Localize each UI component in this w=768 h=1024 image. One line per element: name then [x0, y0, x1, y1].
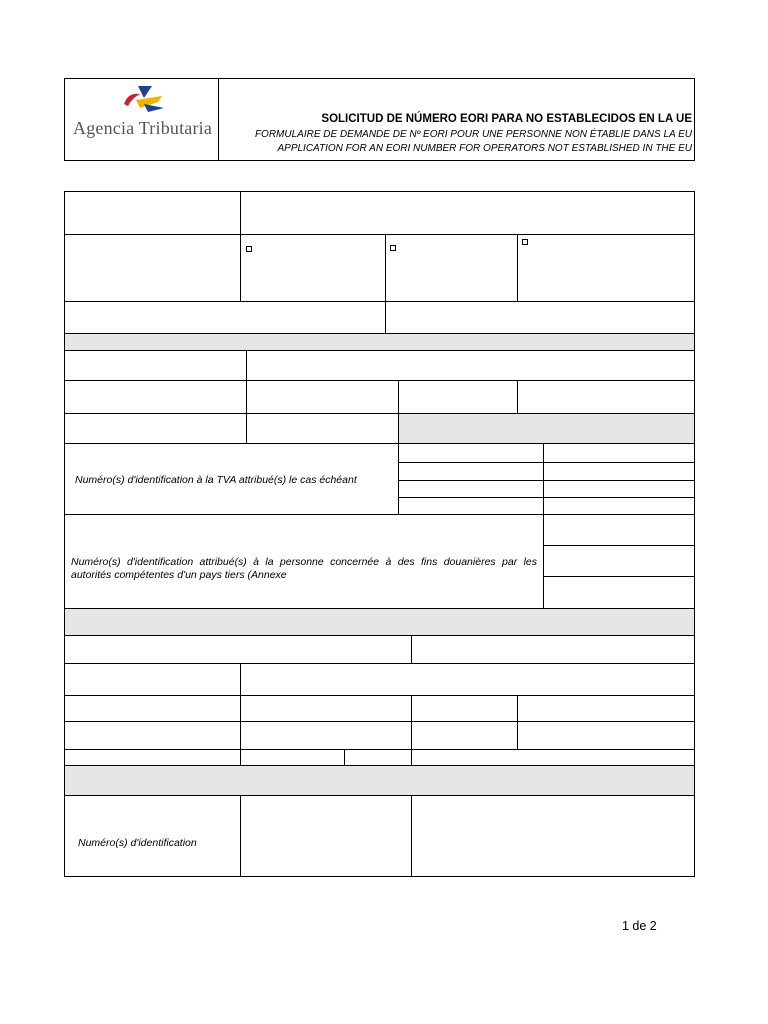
- header-divider: [218, 78, 219, 161]
- option-cell-2[interactable]: [385, 234, 518, 302]
- field-label-cell: [64, 663, 241, 696]
- field-label-cell: [64, 191, 241, 235]
- vat-country-cell[interactable]: [398, 443, 544, 463]
- field-input-cell[interactable]: [246, 350, 695, 381]
- field-input-cell[interactable]: [517, 695, 695, 722]
- field-input-cell[interactable]: [240, 721, 412, 750]
- field-input-cell[interactable]: [411, 749, 695, 766]
- option-cell-1[interactable]: [240, 234, 386, 302]
- identification-label: Numéro(s) d'identification: [78, 837, 197, 849]
- form-title-en: APPLICATION FOR AN EORI NUMBER FOR OPERATORS NOT ESTABLISHED IN THE EU: [277, 143, 692, 154]
- identification-label-cell: [64, 795, 241, 877]
- field-label-cell: [64, 721, 241, 750]
- option-checkbox-3[interactable]: [522, 239, 528, 245]
- customs-label: Numéro(s) d'identification attribué(s) à la personne concernée à des fins douanières par les autorités compétentes d'un pays tiers (Annexe: [71, 556, 537, 581]
- field-input-cell[interactable]: [411, 635, 695, 664]
- option-cell-3[interactable]: [517, 234, 695, 302]
- field-input-cell[interactable]: [517, 721, 695, 750]
- option-checkbox-1[interactable]: [246, 246, 252, 252]
- vat-number-cell[interactable]: [543, 497, 695, 515]
- shaded-header-cell: [398, 413, 695, 444]
- field-label-cell: [64, 413, 247, 444]
- customs-label-cell: [64, 514, 544, 609]
- logo-text: Agencia Tributaria: [73, 118, 213, 138]
- option-checkbox-2[interactable]: [390, 245, 396, 251]
- field-input-cell[interactable]: [344, 749, 412, 766]
- customs-id-cell[interactable]: [543, 545, 695, 577]
- field-label-cell: [398, 380, 518, 414]
- field-input-cell[interactable]: [240, 695, 412, 722]
- field-label-cell: [411, 695, 518, 722]
- field-input-cell[interactable]: [240, 749, 345, 766]
- vat-country-cell[interactable]: [398, 462, 544, 481]
- vat-number-cell[interactable]: [543, 480, 695, 498]
- field-input-cell[interactable]: [64, 635, 412, 664]
- agencia-tributaria-logo-icon: [118, 82, 166, 116]
- vat-label: Numéro(s) d'identification à la TVA attribué(s) le cas échéant: [75, 474, 357, 486]
- field-label-cell: [64, 695, 241, 722]
- vat-country-cell[interactable]: [398, 480, 544, 498]
- field-label-cell: [64, 749, 241, 766]
- vat-number-cell[interactable]: [543, 462, 695, 481]
- page-number: 1 de 2: [622, 919, 657, 933]
- field-label-cell: [411, 721, 518, 750]
- field-input-cell[interactable]: [517, 380, 695, 414]
- field-input-cell[interactable]: [385, 301, 695, 334]
- field-label-cell: [64, 380, 247, 414]
- section-header-bar: [64, 765, 695, 796]
- vat-label-cell: [64, 443, 399, 515]
- vat-country-cell[interactable]: [398, 497, 544, 515]
- form-title-fr: FORMULAIRE DE DEMANDE DE Nº EORI POUR UNE PERSONNE NON ÉTABLIE DANS LA EU: [254, 129, 692, 140]
- field-input-cell[interactable]: [240, 663, 695, 696]
- identification-input-cell[interactable]: [411, 795, 695, 877]
- section-header-bar: [64, 333, 695, 351]
- identification-input-cell[interactable]: [240, 795, 412, 877]
- customs-id-cell[interactable]: [543, 576, 695, 609]
- field-label-cell: [64, 350, 247, 381]
- customs-id-cell[interactable]: [543, 514, 695, 546]
- field-label-cell: [64, 234, 241, 302]
- field-input-cell[interactable]: [246, 380, 399, 414]
- field-input-cell[interactable]: [240, 191, 695, 235]
- vat-number-cell[interactable]: [543, 443, 695, 463]
- section-header-bar: [64, 608, 695, 636]
- field-input-cell[interactable]: [64, 301, 386, 334]
- form-title-es: SOLICITUD DE NÚMERO EORI PARA NO ESTABLECIDOS EN LA UE: [321, 113, 692, 125]
- field-input-cell[interactable]: [246, 413, 399, 444]
